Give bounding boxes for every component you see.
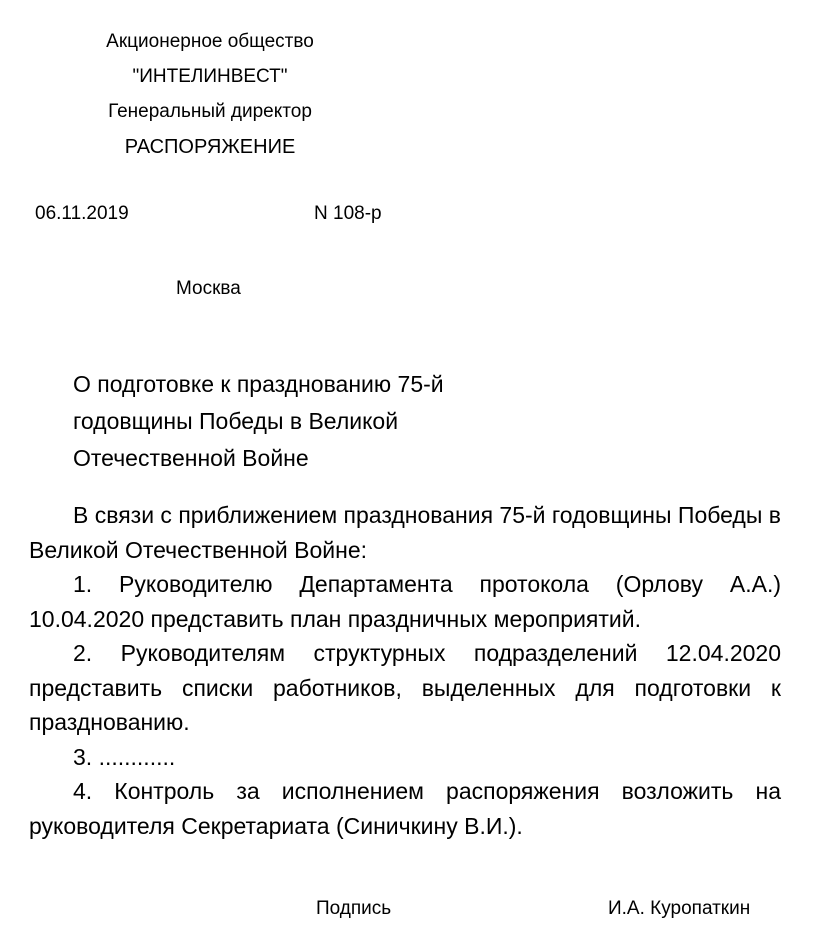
document-body xyxy=(29,498,781,843)
order-item-1: 1. Руководителю Департамента протокола (Орлову А.А.) 10.04.2020 представить план праздничных мероприятий. xyxy=(29,571,781,632)
signature-label: Подпись xyxy=(316,898,392,919)
preamble-paragraph: В связи с приближением празднования 75-й годовщины Победы в Великой Отечественной Войне: xyxy=(29,502,781,563)
subject-line: О подготовке к празднованию 75-й xyxy=(73,371,444,397)
order-item-3: 3. ............ xyxy=(73,743,176,770)
subject-line: Отечественной Войне xyxy=(73,445,309,471)
document-city: Москва xyxy=(176,278,241,299)
document-date: 06.11.2019 xyxy=(35,203,129,224)
organization-name: "ИНТЕЛИНВЕСТ" xyxy=(132,66,288,87)
order-item-4: 4. Контроль за исполнением распоряжения возложить на руководителя Секретариата (Синичкину В.И.). xyxy=(29,778,781,839)
subject-line: годовщины Победы в Великой xyxy=(73,408,399,434)
document-subject xyxy=(73,366,553,477)
issuer-position: Генеральный директор xyxy=(108,101,312,122)
document-number: N 108-р xyxy=(314,203,382,224)
organization-type: Акционерное общество xyxy=(106,31,314,52)
signer-name: И.А. Куропаткин xyxy=(608,898,751,919)
document-type-title: РАСПОРЯЖЕНИЕ xyxy=(124,136,296,158)
order-item-2: 2. Руководителям структурных подразделений 12.04.2020 представить списки работников, выделенных для подготовки к празднованию. xyxy=(29,640,781,735)
